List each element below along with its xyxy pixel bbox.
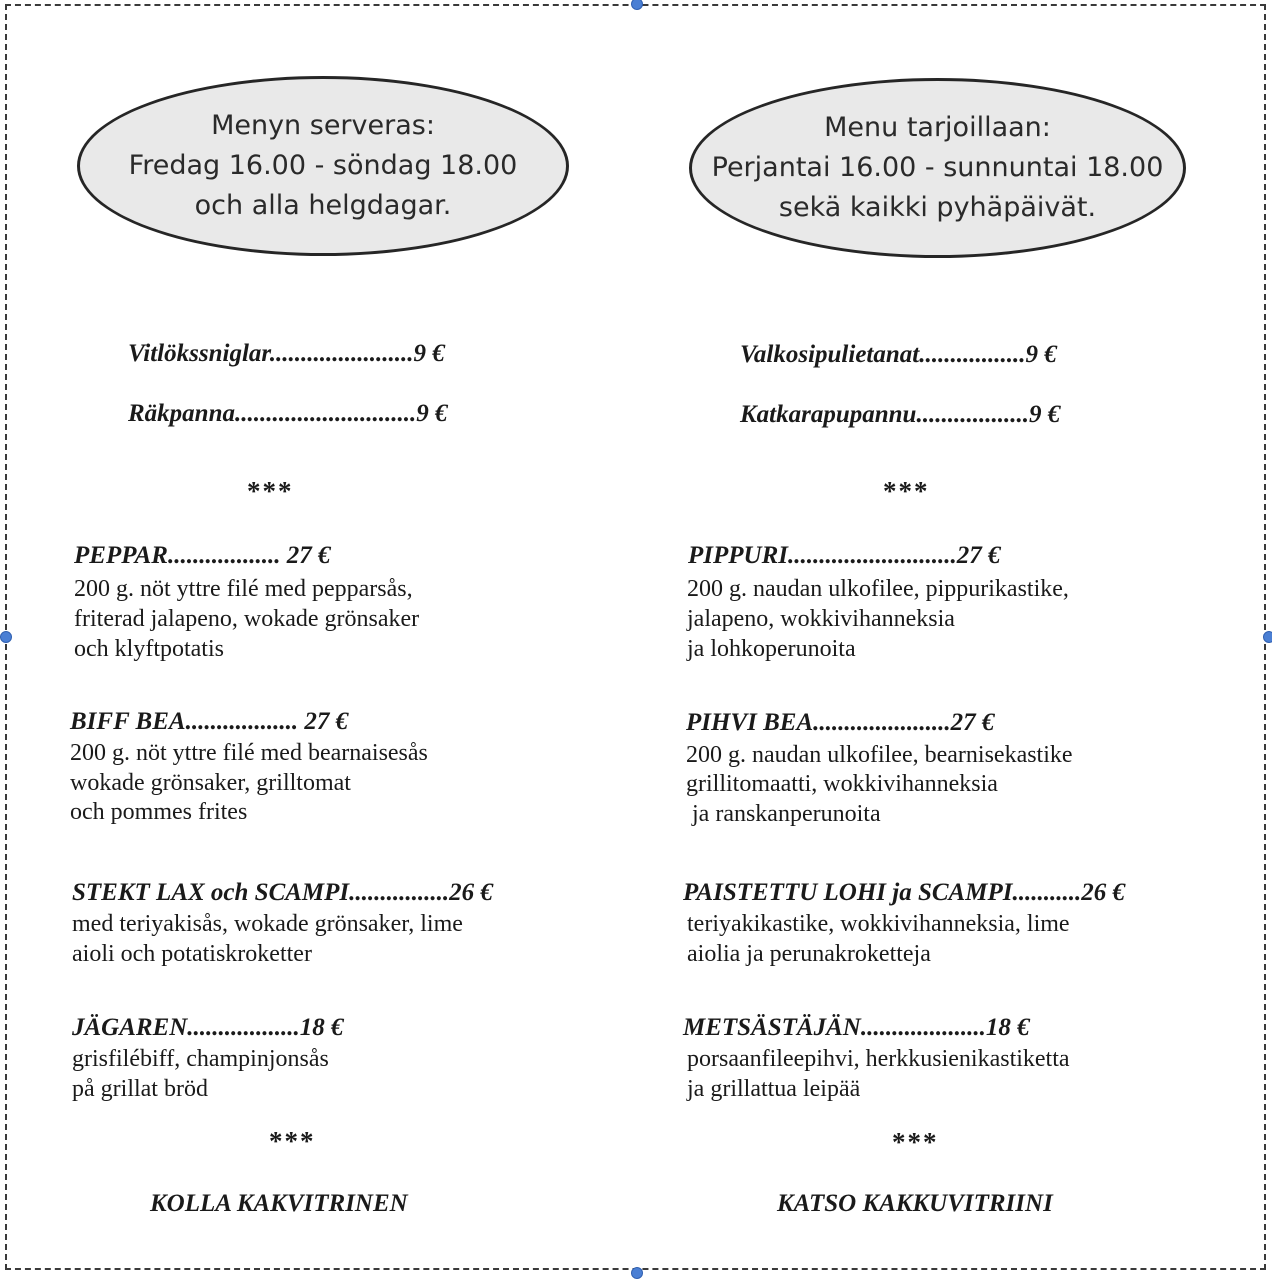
opening-hours-oval — [689, 78, 1186, 258]
dish-title: METSÄSTÄJÄN....................18 € — [683, 1014, 1030, 1041]
hours-line: och alla helgdagar. — [194, 190, 452, 221]
starter-item: Vitlökssniglar.......................9 € — [128, 340, 445, 367]
section-separator: *** — [892, 1127, 939, 1157]
hours-line: Menu tarjoillaan: — [824, 112, 1051, 143]
dish-description: 200 g. nöt yttre filé med pepparsås, — [74, 576, 413, 602]
section-separator: *** — [269, 1126, 316, 1156]
dish-title: JÄGAREN..................18 € — [72, 1014, 344, 1041]
dish-description: grisfilébiff, champinjonsås — [72, 1046, 329, 1072]
dish-description: aiolia ja perunakroketteja — [687, 941, 931, 967]
dish-description: och pommes frites — [70, 799, 248, 825]
dish-description: och klyftpotatis — [74, 636, 224, 662]
dish-title: PAISTETTU LOHI ja SCAMPI...........26 € — [683, 879, 1125, 906]
dish-description: aioli och potatiskroketter — [72, 941, 312, 967]
dish-description: wokade grönsaker, grilltomat — [70, 770, 351, 796]
menu-column-finnish — [636, 0, 1272, 1274]
dish-description: ja lohkoperunoita — [687, 636, 856, 662]
dish-description: friterad jalapeno, wokade grönsaker — [74, 606, 420, 632]
starter-item: Räkpanna.............................9 € — [128, 400, 448, 427]
dish-description: grillitomaatti, wokkivihanneksia — [686, 771, 998, 797]
dish-title: PIHVI BEA......................27 € — [686, 709, 995, 736]
dish-description: ja grillattua leipää — [687, 1076, 861, 1102]
dish-title: STEKT LAX och SCAMPI................26 € — [72, 879, 493, 906]
opening-hours-oval — [77, 76, 569, 256]
dish-description: med teriyakisås, wokade grönsaker, lime — [72, 911, 463, 937]
dish-description: på grillat bröd — [72, 1076, 208, 1102]
menu-column-swedish — [0, 0, 636, 1274]
dish-description: teriyakikastike, wokkivihanneksia, lime — [687, 911, 1070, 937]
section-separator: *** — [883, 476, 930, 506]
dish-title: PEPPAR.................. 27 € — [74, 542, 331, 569]
hours-line: Perjantai 16.00 - sunnuntai 18.00 — [711, 152, 1164, 183]
dish-title: PIPPURI...........................27 € — [688, 542, 1001, 569]
starter-item: Valkosipulietanat.................9 € — [740, 341, 1057, 368]
dish-description: 200 g. naudan ulkofilee, pippurikastike, — [687, 576, 1069, 602]
dish-description: porsaanfileepihvi, herkkusienikastiketta — [687, 1046, 1070, 1072]
dish-title: BIFF BEA.................. 27 € — [70, 708, 349, 735]
cake-display-note: KATSO KAKKUVITRIINI — [777, 1190, 1053, 1217]
dish-description: 200 g. naudan ulkofilee, bearnisekastike — [686, 742, 1073, 768]
dish-description: ja ranskanperunoita — [686, 801, 881, 827]
cake-display-note: KOLLA KAKVITRINEN — [150, 1190, 408, 1217]
dish-description: jalapeno, wokkivihanneksia — [687, 606, 955, 632]
hours-line: sekä kaikki pyhäpäivät. — [778, 192, 1097, 223]
section-separator: *** — [247, 476, 294, 506]
hours-line: Menyn serveras: — [211, 110, 435, 141]
dish-description: 200 g. nöt yttre filé med bearnaisesås — [70, 740, 428, 766]
starter-item: Katkarapupannu..................9 € — [740, 401, 1061, 428]
hours-line: Fredag 16.00 - söndag 18.00 — [128, 150, 518, 181]
